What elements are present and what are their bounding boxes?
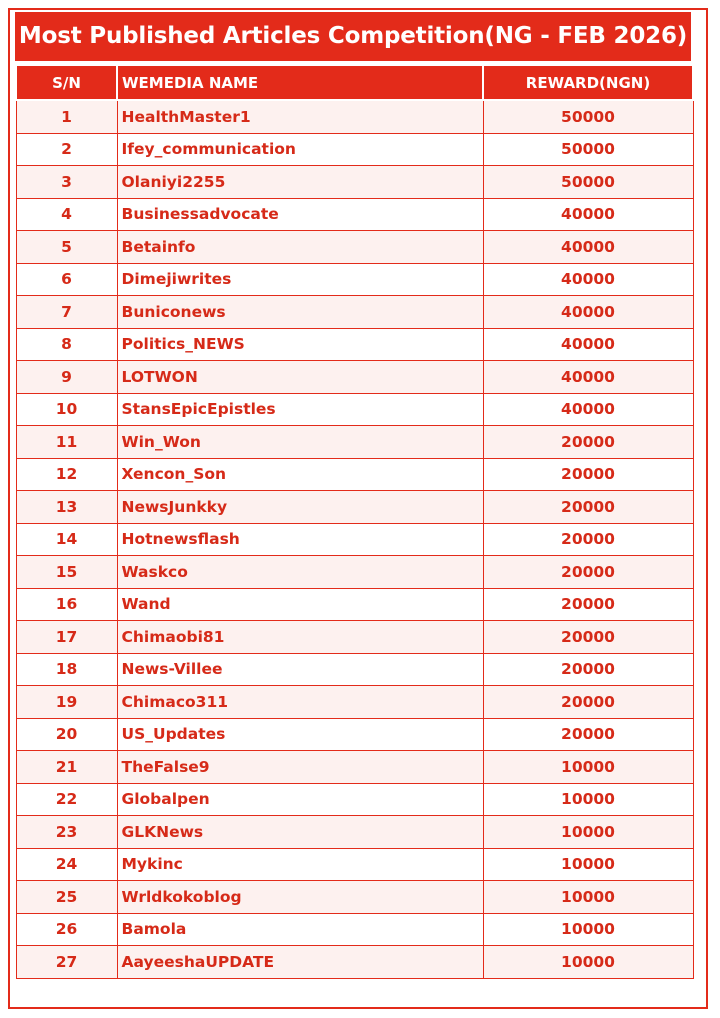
reward-cell: 40000 <box>483 393 693 426</box>
reward-cell: 20000 <box>483 653 693 686</box>
wemedia-name-cell: Ifey_communication <box>117 133 483 166</box>
wemedia-name-cell: NewsJunkky <box>117 491 483 524</box>
sn-cell: 26 <box>16 913 117 946</box>
reward-cell: 40000 <box>483 231 693 264</box>
table-row <box>16 361 693 394</box>
table-row <box>16 653 693 686</box>
sn-cell: 5 <box>16 231 117 264</box>
wemedia-name-cell: AayeeshaUPDATE <box>117 946 483 979</box>
reward-cell: 20000 <box>483 686 693 719</box>
header-sn: S/N <box>16 66 117 100</box>
sn-cell: 13 <box>16 491 117 524</box>
reward-cell: 20000 <box>483 718 693 751</box>
sn-cell: 23 <box>16 816 117 849</box>
wemedia-name-cell: Politics_NEWS <box>117 328 483 361</box>
wemedia-name-cell: Hotnewsflash <box>117 523 483 556</box>
table-row <box>16 913 693 946</box>
sn-cell: 7 <box>16 296 117 329</box>
wemedia-name-cell: Xencon_Son <box>117 458 483 491</box>
table-row <box>16 491 693 524</box>
wemedia-name-cell: GLKNews <box>117 816 483 849</box>
wemedia-name-cell: LOTWON <box>117 361 483 394</box>
table-row <box>16 393 693 426</box>
reward-cell: 20000 <box>483 621 693 654</box>
sn-cell: 16 <box>16 588 117 621</box>
table-row <box>16 783 693 816</box>
table-row <box>16 296 693 329</box>
reward-cell: 20000 <box>483 426 693 459</box>
sn-cell: 14 <box>16 523 117 556</box>
sn-cell: 1 <box>16 100 117 133</box>
wemedia-name-cell: HealthMaster1 <box>117 100 483 133</box>
sn-cell: 6 <box>16 263 117 296</box>
sn-cell: 25 <box>16 881 117 914</box>
reward-cell: 10000 <box>483 751 693 784</box>
table-header-row <box>16 66 693 100</box>
sn-cell: 15 <box>16 556 117 589</box>
reward-cell: 10000 <box>483 848 693 881</box>
table-row <box>16 881 693 914</box>
table-row <box>16 198 693 231</box>
table-row <box>16 588 693 621</box>
reward-cell: 40000 <box>483 328 693 361</box>
sn-cell: 10 <box>16 393 117 426</box>
sn-cell: 19 <box>16 686 117 719</box>
wemedia-name-cell: StansEpicEpistles <box>117 393 483 426</box>
header-wemedia-name: WEMEDIA NAME <box>117 66 483 100</box>
table-row <box>16 751 693 784</box>
sn-cell: 3 <box>16 166 117 199</box>
table-row <box>16 231 693 264</box>
sn-cell: 24 <box>16 848 117 881</box>
sn-cell: 4 <box>16 198 117 231</box>
wemedia-name-cell: Win_Won <box>117 426 483 459</box>
sn-cell: 21 <box>16 751 117 784</box>
sn-cell: 22 <box>16 783 117 816</box>
header-reward: REWARD(NGN) <box>483 66 693 100</box>
sn-cell: 2 <box>16 133 117 166</box>
reward-cell: 50000 <box>483 166 693 199</box>
reward-cell: 20000 <box>483 491 693 524</box>
wemedia-name-cell: News-Villee <box>117 653 483 686</box>
table-row <box>16 523 693 556</box>
reward-cell: 20000 <box>483 523 693 556</box>
wemedia-name-cell: Chimaco311 <box>117 686 483 719</box>
reward-cell: 10000 <box>483 946 693 979</box>
reward-cell: 40000 <box>483 198 693 231</box>
table-row <box>16 458 693 491</box>
sn-cell: 12 <box>16 458 117 491</box>
wemedia-name-cell: US_Updates <box>117 718 483 751</box>
wemedia-name-cell: Buniconews <box>117 296 483 329</box>
table-row <box>16 263 693 296</box>
table-row <box>16 621 693 654</box>
wemedia-name-cell: Wrldkokoblog <box>117 881 483 914</box>
table-row <box>16 686 693 719</box>
reward-cell: 40000 <box>483 361 693 394</box>
table-row <box>16 100 693 133</box>
wemedia-name-cell: TheFalse9 <box>117 751 483 784</box>
table-row <box>16 328 693 361</box>
reward-cell: 20000 <box>483 588 693 621</box>
page-title: Most Published Articles Competition(NG - FEB 2026) <box>15 12 691 61</box>
reward-cell: 50000 <box>483 100 693 133</box>
reward-cell: 40000 <box>483 263 693 296</box>
wemedia-name-cell: Businessadvocate <box>117 198 483 231</box>
rewards-table <box>15 66 694 979</box>
table-row <box>16 426 693 459</box>
wemedia-name-cell: Waskco <box>117 556 483 589</box>
reward-cell: 40000 <box>483 296 693 329</box>
wemedia-name-cell: Dimejiwrites <box>117 263 483 296</box>
sn-cell: 8 <box>16 328 117 361</box>
table-row <box>16 848 693 881</box>
reward-cell: 10000 <box>483 816 693 849</box>
sn-cell: 11 <box>16 426 117 459</box>
table-row <box>16 166 693 199</box>
table-row <box>16 718 693 751</box>
table-row <box>16 946 693 979</box>
wemedia-name-cell: Globalpen <box>117 783 483 816</box>
table-row <box>16 816 693 849</box>
reward-cell: 20000 <box>483 458 693 491</box>
reward-cell: 50000 <box>483 133 693 166</box>
wemedia-name-cell: Wand <box>117 588 483 621</box>
reward-cell: 10000 <box>483 783 693 816</box>
wemedia-name-cell: Mykinc <box>117 848 483 881</box>
sn-cell: 17 <box>16 621 117 654</box>
wemedia-name-cell: Bamola <box>117 913 483 946</box>
wemedia-name-cell: Chimaobi81 <box>117 621 483 654</box>
sn-cell: 27 <box>16 946 117 979</box>
wemedia-name-cell: Betainfo <box>117 231 483 264</box>
reward-cell: 20000 <box>483 556 693 589</box>
reward-cell: 10000 <box>483 913 693 946</box>
table-row <box>16 133 693 166</box>
sn-cell: 18 <box>16 653 117 686</box>
sn-cell: 9 <box>16 361 117 394</box>
reward-cell: 10000 <box>483 881 693 914</box>
sn-cell: 20 <box>16 718 117 751</box>
table-row <box>16 556 693 589</box>
wemedia-name-cell: Olaniyi2255 <box>117 166 483 199</box>
